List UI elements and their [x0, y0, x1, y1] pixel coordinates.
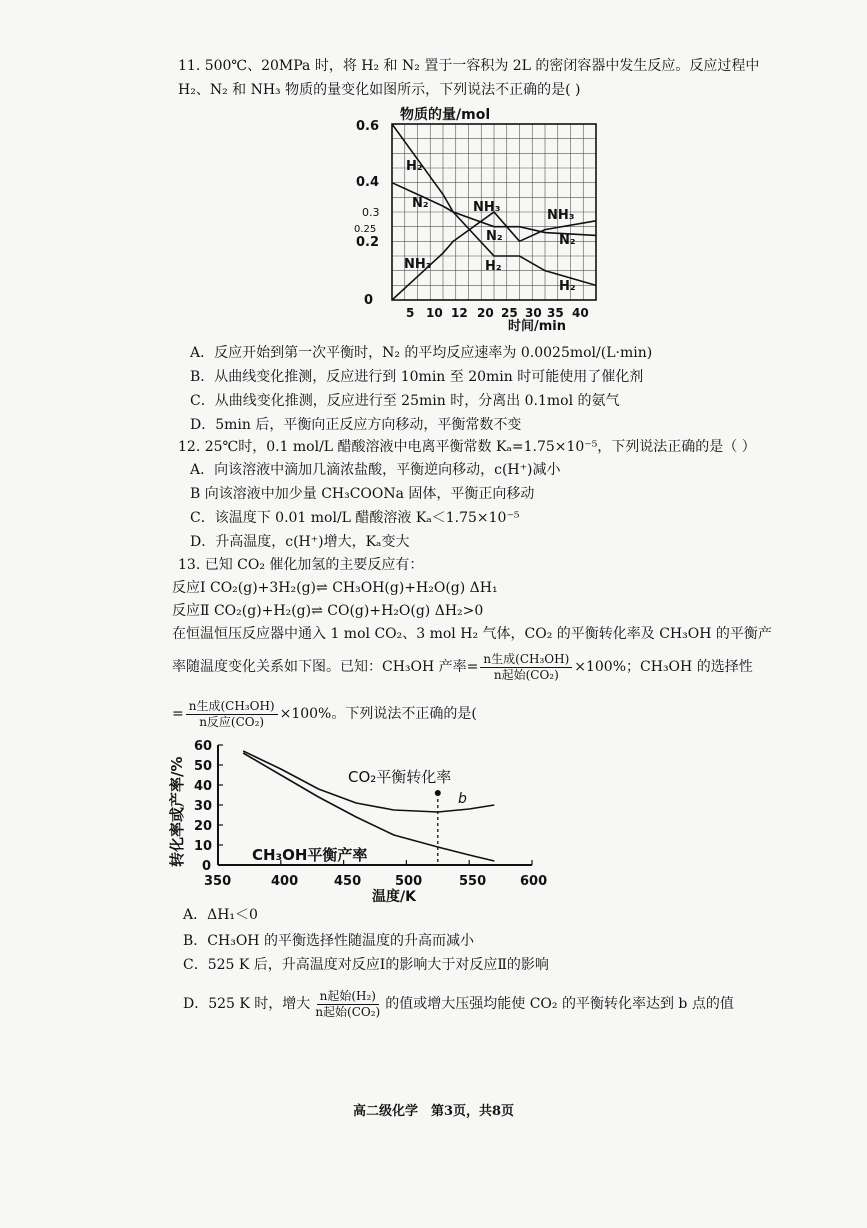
chart2-ytick: 40: [194, 779, 213, 794]
yield-fraction: [480, 652, 572, 683]
q13-selectivity-text: ×100%；CH₃OH 的选择性: [574, 659, 753, 675]
chart1-ytick: 0.4: [356, 175, 380, 190]
chart1-xtick: 12: [451, 306, 468, 320]
chart1-series-label-n2: N₂: [486, 229, 503, 244]
chart2-co2-series-label: CO₂平衡转化率: [348, 768, 452, 786]
chart1-ytick: 0.6: [356, 119, 380, 134]
chart2-ytick: 20: [194, 819, 213, 834]
chart1-ylabel: 物质的量/mol: [400, 107, 491, 123]
q12-stem: 12. 25℃时，0.1 mol/L 醋酸溶液中电离平衡常数 Kₐ=1.75×10⁻⁵，下列说法正确的是（ ）: [178, 439, 756, 455]
chart1-series-label-h2: H₂: [559, 279, 576, 294]
q13-equals-sign: =: [172, 706, 184, 722]
chart2-ylabel: 转化率或产率/%: [168, 756, 186, 867]
page-footer: 高二级化学 第3页，共8页: [352, 1104, 515, 1119]
selectivity-fraction-denominator: n反应(CO₂): [199, 714, 265, 729]
chart2-xlabel: 温度/K: [372, 889, 416, 905]
q12-option-b: B 向该溶液中加少量 CH₃COONa 固体，平衡正向移动: [190, 486, 535, 502]
chart2-annotations: [435, 790, 441, 865]
chart1-series-label-n2: N₂: [412, 196, 429, 211]
q11-option-c: C．从曲线变化推测，反应进行至 25min 时，分离出 0.1mol 的氨气: [190, 393, 620, 409]
chart1-ytick: 0.25: [354, 224, 377, 235]
chart1-xtick: 25: [501, 306, 518, 320]
chart1-series-label-h2: H₂: [485, 259, 502, 274]
ratio-fraction-numerator: n起始(H₂): [317, 989, 379, 1005]
q13-option-c: C．525 K 后，升高温度对反应Ⅰ的影响大于对反应Ⅱ的影响: [183, 957, 549, 973]
chart2-xtick: 600: [520, 874, 548, 889]
q11-stem-line1: 11. 500℃、20MPa 时，将 H₂ 和 N₂ 置于一容积为 2L 的密闭容器中发生反应。反应过程中: [178, 58, 760, 74]
chart1-ytick: 0.3: [362, 206, 380, 219]
ratio-fraction-denominator: n起始(CO₂): [315, 1004, 381, 1019]
chart1-series-label-nh3: NH₃: [473, 200, 501, 215]
q12-option-d: D．升高温度，c(H⁺)增大，Kₐ变大: [190, 534, 410, 550]
chart1-ytick: 0: [364, 293, 374, 308]
chart2-ytick: 0: [202, 859, 212, 874]
chart1-xtick: 35: [547, 306, 564, 320]
chart1-xtick: 40: [572, 306, 589, 320]
chart2-ytick: 60: [194, 739, 213, 754]
yield-fraction-denominator: n起始(CO₂): [493, 667, 559, 682]
chart1-xtick: 20: [477, 306, 494, 320]
q12-option-a: A．向该溶液中滴加几滴浓盐酸，平衡逆向移动，c(H⁺)减小: [190, 462, 561, 478]
chart1-series-label-nh3: NH₃: [404, 257, 432, 272]
chart2-ytick: 50: [194, 759, 213, 774]
chart2-ytick: 30: [194, 799, 213, 814]
q13-option-d-suffix: 的值或增大压强均能使 CO₂ 的平衡转化率达到 b 点的值: [385, 996, 734, 1012]
q13-option-a: A．ΔH₁＜0: [183, 907, 258, 923]
chart1-xtick: 10: [426, 306, 443, 320]
yield-fraction-numerator: n生成(CH₃OH): [480, 652, 572, 668]
q13-question-text: ×100%。下列说法不正确的是(: [279, 706, 477, 722]
q13-yield-definition-text: 率随温度变化关系如下图。已知：CH₃OH 产率=: [172, 659, 479, 675]
q13-reaction-1: 反应Ⅰ CO₂(g)+3H₂(g)⇌ CH₃OH(g)+H₂O(g) ΔH₁: [172, 580, 498, 596]
q11-stem-line2: H₂、N₂ 和 NH₃ 物质的量变化如图所示，下列说法不正确的是( ): [178, 82, 581, 98]
q13-stem-line3: 在恒温恒压反应器中通入 1 mol CO₂、3 mol H₂ 气体，CO₂ 的平衡转化率及 CH₃OH 的平衡产: [172, 626, 772, 642]
q13-option-d: [183, 980, 734, 1028]
chart1-xtick: 30: [525, 306, 542, 320]
ratio-fraction: [312, 989, 383, 1020]
q13-stem-line5: [172, 692, 477, 736]
selectivity-fraction-numerator: n生成(CH₃OH): [186, 699, 278, 715]
chart2-ytick: 10: [194, 839, 213, 854]
chart1-series-label-n2: N₂: [559, 233, 576, 248]
q12-option-c: C．该温度下 0.01 mol/L 醋酸溶液 Kₐ＜1.75×10⁻⁵: [190, 510, 520, 526]
chart2-xtick: 550: [459, 874, 487, 889]
q13-option-d-prefix: D．525 K 时，增大: [183, 996, 311, 1012]
chart1-series-label-nh3: NH₃: [547, 208, 575, 223]
chart2-ch3oh-series-label: CH₃OH平衡产率: [252, 846, 368, 864]
q11-option-d: D．5min 后，平衡向正反应方向移动，平衡常数不变: [190, 417, 522, 433]
q13-stem-line4: [172, 645, 753, 689]
chart2-xtick: 350: [204, 874, 232, 889]
chart2-xtick: 450: [334, 874, 362, 889]
q13-stem: 13. 已知 CO₂ 催化加氢的主要反应有：: [178, 557, 424, 573]
q13-reaction-2: 反应Ⅱ CO₂(g)+H₂(g)⇌ CO(g)+H₂O(g) ΔH₂>0: [172, 603, 484, 619]
q11-option-a: A．反应开始到第一次平衡时，N₂ 的平均反应速率为 0.0025mol/(L·min): [190, 345, 653, 361]
q13-option-b: B．CH₃OH 的平衡选择性随温度的升高而减小: [183, 933, 474, 949]
chart2-b-point-label: b: [458, 791, 467, 807]
q13-conversion-temperature-chart: [160, 735, 560, 907]
chart1-xtick: 5: [406, 306, 415, 320]
chart1-series-label-h2: H₂: [406, 159, 423, 174]
chart2-b-point: [435, 790, 441, 796]
chart2-xtick: 500: [395, 874, 423, 889]
q11-option-b: B．从曲线变化推测，反应进行到 10min 至 20min 时可能使用了催化剂: [190, 369, 644, 385]
q11-amount-time-chart: [340, 104, 620, 336]
chart1-ytick: 0.2: [356, 235, 380, 250]
chart2-xtick: 400: [271, 874, 299, 889]
selectivity-fraction: [186, 699, 278, 730]
chart1-xlabel: 时间/min: [508, 319, 567, 334]
